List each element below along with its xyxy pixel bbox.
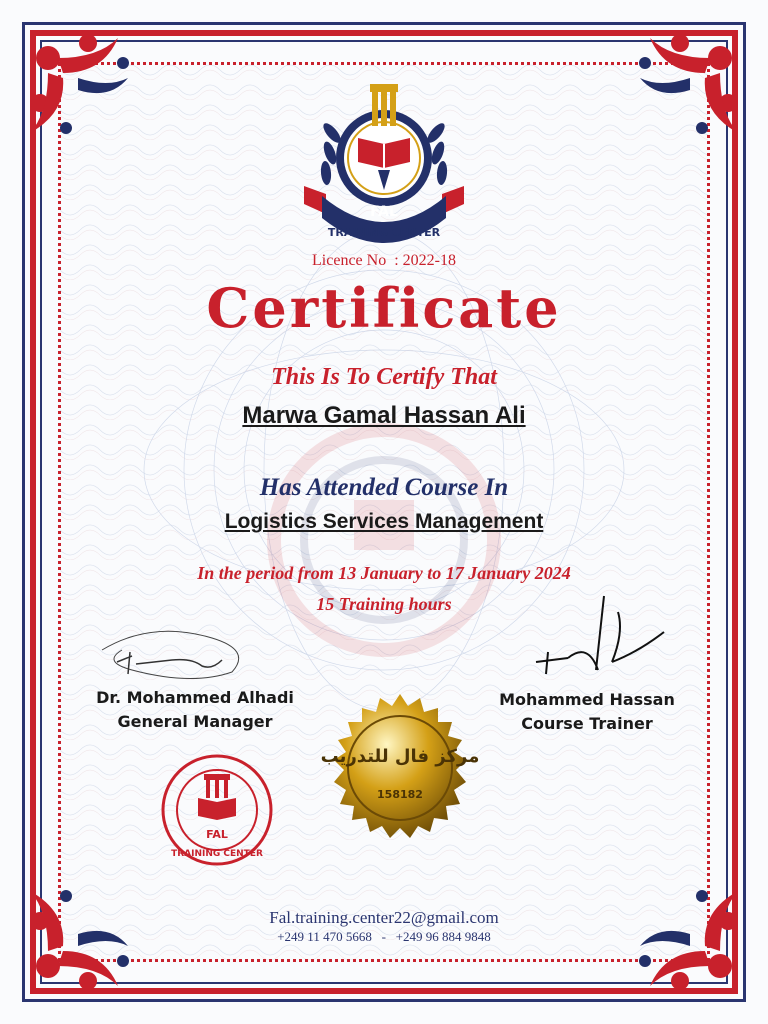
gold-seal [318, 692, 482, 856]
left-signatory-role: General Manager [117, 712, 273, 731]
licence-number: 2022-18 [402, 252, 456, 269]
licence-line: Licence No : 2022-18 [312, 252, 456, 269]
course-name: Logistics Services Management [224, 510, 544, 533]
logo-subtitle: TRAINING CENTER [327, 226, 441, 239]
corner-ornament-top-left [18, 18, 158, 168]
svg-text:FAL: FAL [206, 828, 228, 841]
phone-1: +249 11 470 5668 [277, 929, 372, 944]
left-signatory-name: Dr. Mohammed Alhadi [96, 688, 294, 707]
licence-label: Licence No [312, 252, 387, 269]
training-hours: 15 Training hours [316, 594, 452, 614]
right-signature [528, 592, 678, 682]
left-signature [92, 620, 262, 690]
red-stamp [158, 752, 276, 868]
left-signatory [70, 686, 320, 734]
certify-text: This Is To Certify That [271, 364, 497, 390]
corner-ornament-top-right [610, 18, 750, 168]
right-signatory [462, 688, 712, 736]
recipient-name: Marwa Gamal Hassan Ali [242, 402, 526, 429]
right-signatory-name: Mohammed Hassan [499, 690, 675, 709]
contact-email: Fal.training.center22@gmail.com [269, 908, 499, 927]
period-text: In the period from 13 January to 17 January 2024 [197, 563, 571, 583]
logo-name: FAL [370, 204, 398, 220]
seal-number: 158182 [377, 788, 423, 801]
certificate-title: Certificate [206, 276, 562, 340]
fal-logo [300, 78, 468, 250]
right-signatory-role: Course Trainer [521, 714, 653, 733]
phone-2: +249 96 884 9848 [395, 929, 491, 944]
contact-phones: +249 11 470 5668 - +249 96 884 9848 [277, 929, 491, 944]
seal-arabic: مركز فال للتدريب [320, 746, 480, 767]
svg-text:TRAINING CENTER: TRAINING CENTER [171, 849, 263, 859]
attended-text: Has Attended Course In [259, 474, 509, 501]
